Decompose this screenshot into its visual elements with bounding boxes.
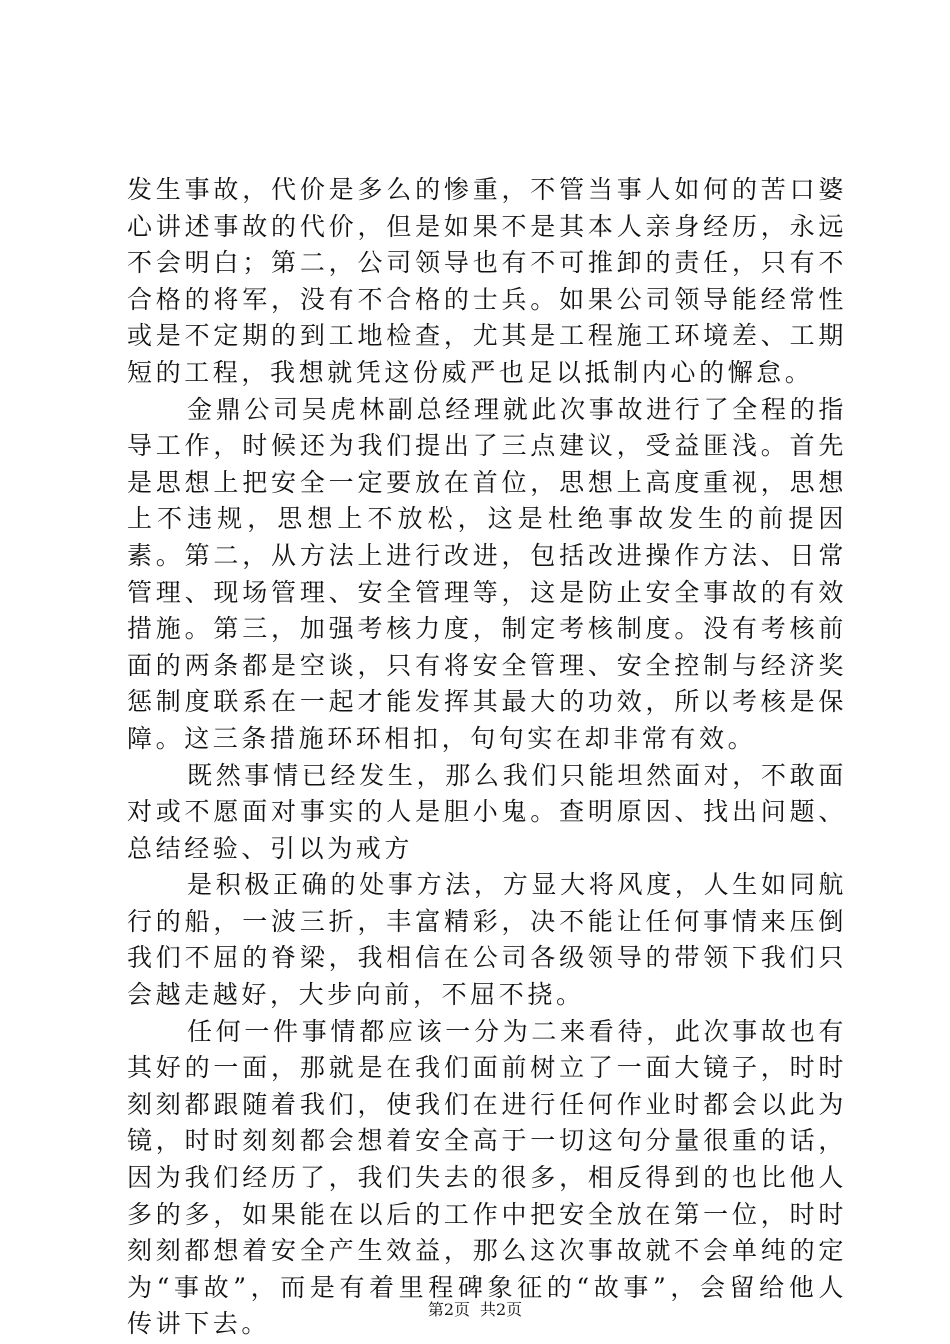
paragraph: 任何一件事情都应该一分为二来看待，此次事故也有其好的一面，那就是在我们面前树立了一面大镜子，时时刻刻都跟随着我们，使我们在进行任何作业时都会以此为镜，时时刻刻都会想着安全高于一切这句分量很重的话，因为我们经历了，我们失去的很多，相反得到的也比他人多的多，如果能在以后的工作中把安全放在第一位，时时刻刻都想着安全产生效益，那么这次事故就不会单纯的定为“事故”，而是有着里程碑象征的“故事”，会留给他人传讲下去。 [127,1016,847,1339]
page-total: 共2页 [480,1300,523,1319]
document-body [127,172,847,1343]
paragraph: 是积极正确的处事方法，方显大将风度，人生如同航行的船，一波三折，丰富精彩，决不能让任何事情来压倒我们不屈的脊梁，我相信在公司各级领导的带领下我们只会越走越好，大步向前，不屈不挠。 [127,870,847,1010]
page-number: 第2页 [427,1300,470,1319]
paragraph: 发生事故，代价是多么的惨重，不管当事人如何的苦口婆心讲述事故的代价，但是如果不是其本人亲身经历，永远不会明白；第二，公司领导也有不可推卸的责任，只有不合格的将军，没有不合格的士兵。如果公司领导能经常性或是不定期的到工地检查，尤其是工程施工环境差、工期短的工程，我想就凭这份威严也足以抵制内心的懈怠。 [127,175,847,387]
page-footer [0,1300,950,1320]
paragraph: 金鼎公司吴虎林副总经理就此次事故进行了全程的指导工作，时候还为我们提出了三点建议，受益匪浅。首先是思想上把安全一定要放在首位，思想上高度重视，思想上不违规，思想上不放松，这是杜绝事故发生的前提因素。第二，从方法上进行改进，包括改进操作方法、日常管理、现场管理、安全管理等，这是防止安全事故的有效措施。第三，加强考核力度，制定考核制度。没有考核前面的两条都是空谈，只有将安全管理、安全控制与经济奖惩制度联系在一起才能发挥其最大的功效，所以考核是保障。这三条措施环环相扣，句句实在却非常有效。 [127,394,847,753]
paragraph: 既然事情已经发生，那么我们只能坦然面对，不敢面对或不愿面对事实的人是胆小鬼。查明原因、找出问题、总结经验、引以为戒方 [127,760,847,863]
